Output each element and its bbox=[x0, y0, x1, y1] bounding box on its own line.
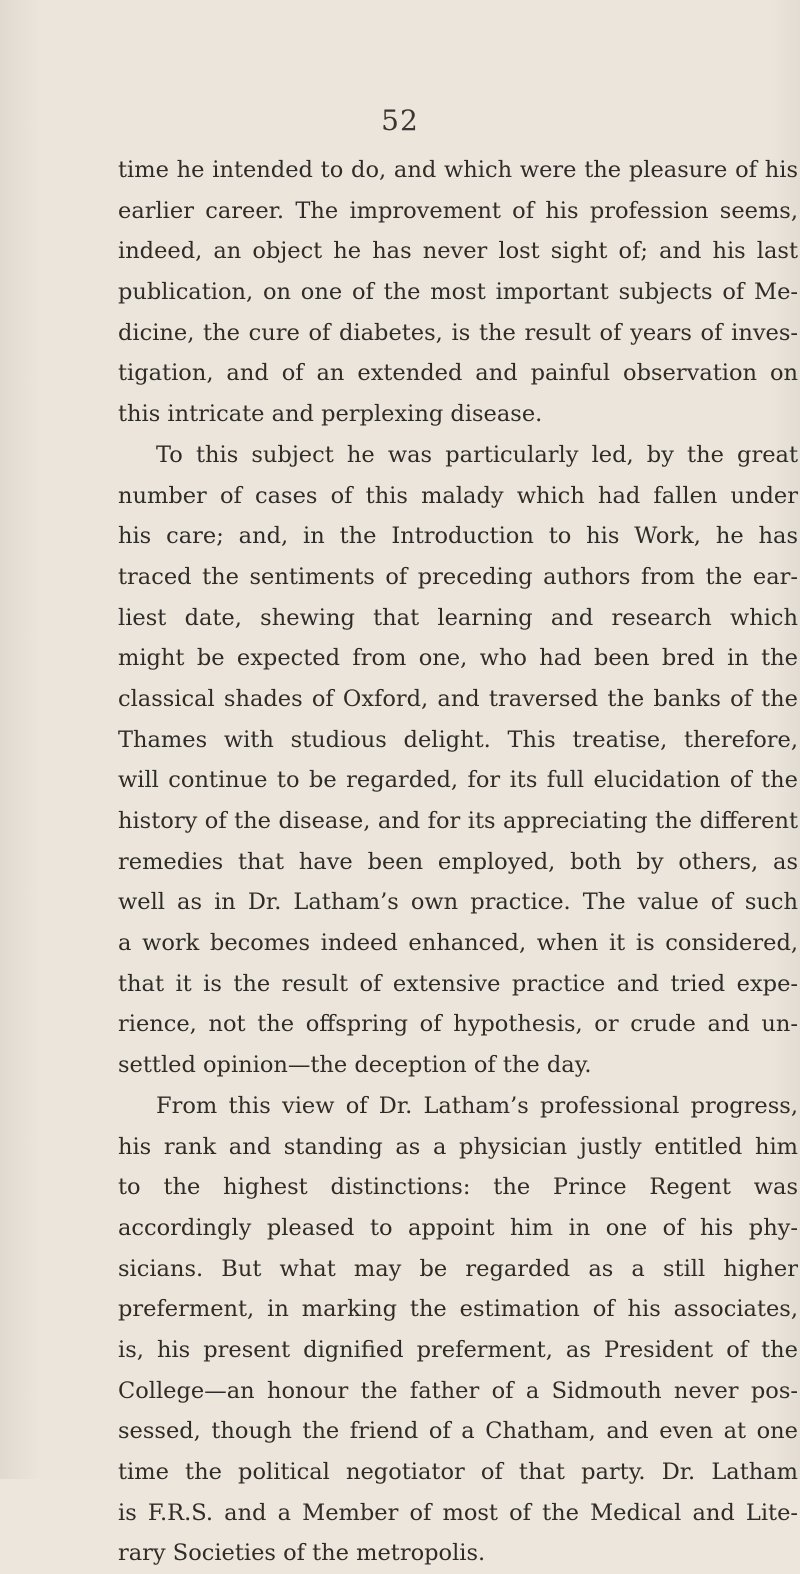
text-line: tigation, and of an extended and painful observation on bbox=[118, 360, 798, 387]
text-line: settled opinion—the deception of the day. bbox=[118, 1052, 592, 1079]
text-line: dicine, the cure of diabetes, is the result of years of inves- bbox=[118, 319, 798, 346]
text-line: accordingly pleased to appoint him in one of his phy- bbox=[118, 1214, 798, 1241]
text-line: well as in Dr. Latham’s own practice. The value of such bbox=[118, 889, 798, 916]
text-line: sessed, though the friend of a Chatham, and even at one bbox=[118, 1418, 798, 1445]
text-line: College—an honour the father of a Sidmouth never pos- bbox=[118, 1377, 798, 1404]
text-line: that it is the result of extensive practice and tried expe- bbox=[118, 970, 798, 997]
text-line: number of cases of this malady which had fallen under bbox=[118, 482, 798, 509]
text-line: his rank and standing as a physician justly entitled him bbox=[118, 1133, 798, 1160]
text-line: From this view of Dr. Latham’s professional progress, bbox=[156, 1092, 798, 1119]
text-line: Thames with studious delight. This treatise, therefore, bbox=[118, 726, 798, 753]
text-line: remedies that have been employed, both by others, as bbox=[118, 848, 798, 875]
text-line: sicians. But what may be regarded as a still higher bbox=[118, 1255, 798, 1282]
text-line: time the political negotiator of that party. Dr. Latham bbox=[118, 1459, 798, 1485]
text-line: publication, on one of the most important subjects of Me- bbox=[118, 279, 798, 306]
text-line: his care; and, in the Introduction to his Work, he has bbox=[118, 523, 798, 550]
text-line: to the highest distinctions: the Prince Regent was bbox=[118, 1174, 798, 1201]
text-line: rary Societies of the metropolis. bbox=[118, 1540, 486, 1567]
page-number: 52 bbox=[381, 104, 419, 137]
text-line: preferment, in marking the estimation of his associates, bbox=[118, 1296, 798, 1323]
text-line: indeed, an object he has never lost sight of; and his last bbox=[118, 238, 798, 265]
text-line: a work becomes indeed enhanced, when it is considered, bbox=[118, 930, 798, 957]
text-line: earlier career. The improvement of his profession seems, bbox=[118, 197, 798, 224]
text-line: is, his present dignified preferment, as President of the bbox=[118, 1336, 798, 1363]
text-line: liest date, shewing that learning and research which bbox=[118, 604, 798, 631]
text-line: To this subject he was particularly led, by the great bbox=[156, 441, 798, 468]
text-line: traced the sentiments of preceding authors from the ear- bbox=[118, 563, 798, 590]
text-line: rience, not the offspring of hypothesis, or crude and un- bbox=[118, 1011, 798, 1038]
text-line: this intricate and perplexing disease. bbox=[118, 401, 543, 428]
text-line: will continue to be regarded, for its full elucidation of the bbox=[118, 767, 798, 794]
text-line: time he intended to do, and which were the pleasure of his bbox=[118, 157, 798, 183]
text-line: classical shades of Oxford, and traversed the banks of the bbox=[118, 685, 798, 712]
text-line: history of the disease, and for its appreciating the different bbox=[118, 808, 798, 834]
text-line: might be expected from one, who had been bred in the bbox=[118, 645, 798, 672]
text-line: is F.R.S. and a Member of most of the Medical and Lite- bbox=[118, 1499, 798, 1526]
body-text bbox=[118, 150, 798, 1574]
